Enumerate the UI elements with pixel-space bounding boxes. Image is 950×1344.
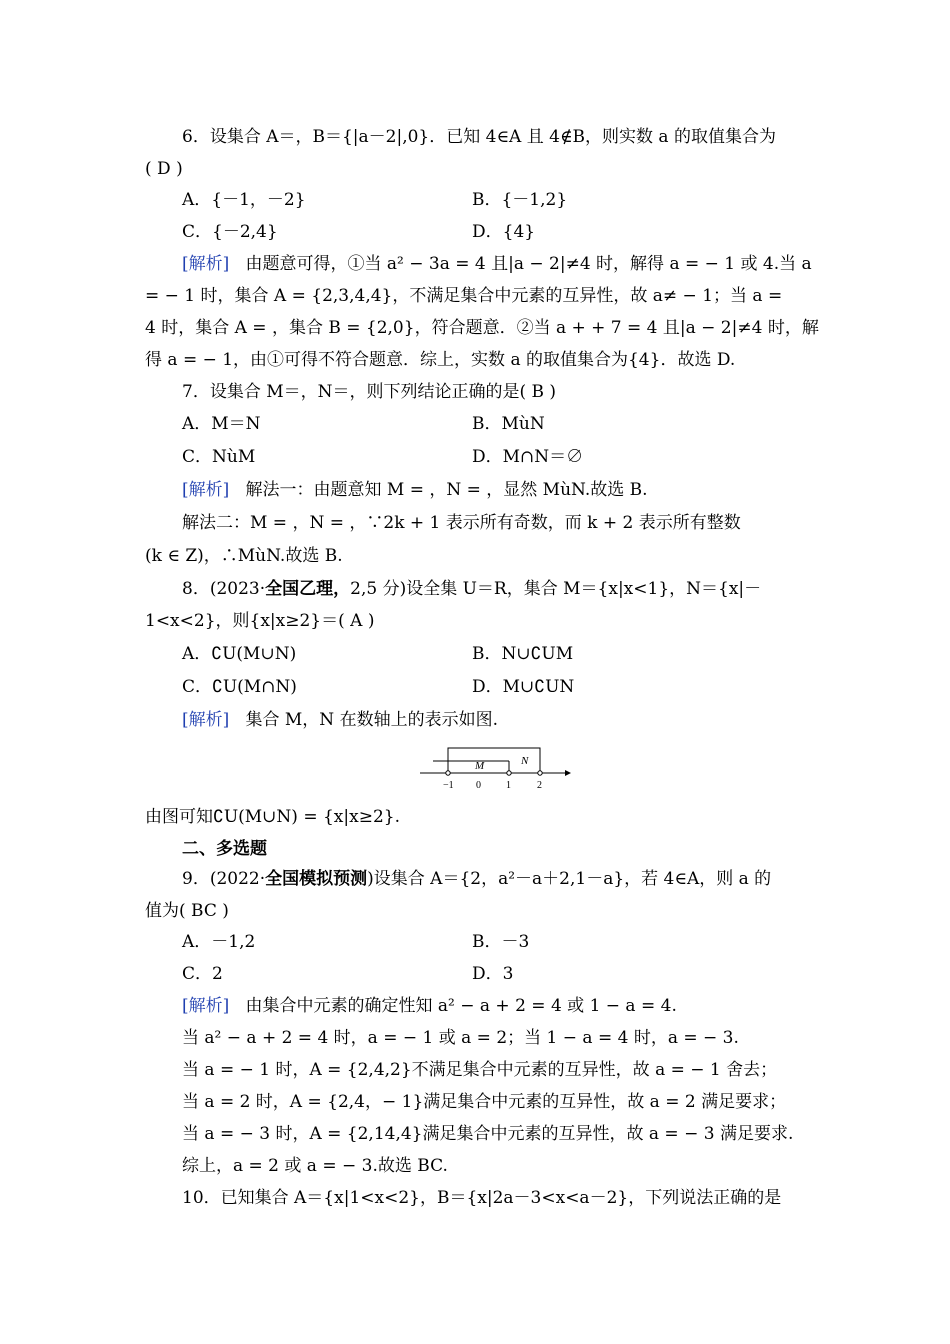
axis-arrow-icon	[565, 770, 571, 776]
section-heading: 二、多选题	[182, 839, 267, 859]
q8-source-pre: 8．(2023·	[182, 579, 266, 599]
q6-option-b: B．{－1,2}	[472, 190, 568, 210]
analysis-text: 解法一：由题意知 M = ，N = ，显然 MùN.故选 B.	[245, 480, 648, 500]
q6-option-a: A．{－1，－2}	[182, 190, 306, 210]
q8-stem-text: 2,5 分)设全集 U＝R，集合 M＝{x|x<1}，N＝{x|－	[350, 579, 762, 599]
q9-analysis-line2: 当 a² − a + 2 = 4 时，a = − 1 或 a = 2；当 1 − a = 4 时，a = − 3.	[182, 1028, 739, 1048]
q9-stem-line1	[182, 868, 805, 890]
q8-option-c: C．∁U(M∩N)	[182, 677, 297, 697]
open-point-2	[538, 771, 542, 775]
q6-option-d: D．{4}	[472, 222, 536, 242]
q9-source-pre: 9．(2022·	[182, 869, 266, 889]
q7-option-b: B．MùN	[472, 414, 545, 434]
q9-stem-text: )设集合 A＝{2，a²－a＋2,1－a}，若 4∈A，则 a 的	[367, 869, 772, 889]
q6-answer: ( D )	[145, 159, 183, 179]
q8-stem-line2: 1<x<2}，则{x|x≥2}＝( A )	[145, 611, 375, 631]
q6-analysis-line1	[182, 253, 812, 275]
analysis-tag: [解析]	[182, 710, 230, 730]
q9-option-b: B．－3	[472, 932, 530, 952]
q9-analysis-line3: 当 a = − 1 时，A = {2,4,2}不满足集合中元素的互异性，故 a = − 1 舍去；	[182, 1060, 778, 1080]
tick-label: 2	[537, 780, 542, 791]
analysis-text: 由集合中元素的确定性知 a² − a + 2 = 4 或 1 − a = 4.	[245, 996, 677, 1016]
q7-option-c: C．NùM	[182, 447, 256, 467]
q9-option-c: C．2	[182, 964, 223, 984]
q8-option-d: D．M∪∁UN	[472, 677, 575, 697]
open-point-minus1	[446, 771, 450, 775]
tick-label: 1	[506, 780, 511, 791]
q7-option-d: D．M∩N＝∅	[472, 447, 584, 467]
q9-source-bold: 全国模拟预测	[265, 869, 368, 889]
q8-source-bold: 全国乙理，	[265, 579, 351, 599]
q6-analysis-line3: 4 时，集合 A = ，集合 B = {2,0}，符合题意．②当 a + + 7 = 4 且|a − 2|≠4 时，解	[145, 318, 819, 338]
q8-option-a: A．∁U(M∪N)	[182, 644, 297, 664]
q7-analysis-line2: 解法二：M = ，N = ，∵2k + 1 表示所有奇数，而 k + 2 表示所有整数	[182, 513, 741, 533]
q8-option-b: B．N∪∁UM	[472, 644, 574, 664]
number-line-figure	[415, 744, 575, 794]
label-m: M	[475, 760, 485, 772]
label-n: N	[521, 755, 529, 767]
analysis-tag: [解析]	[182, 996, 230, 1016]
analysis-tag: [解析]	[182, 254, 230, 274]
q7-analysis-line3: (k ∈ Z)，∴MùN.故选 B.	[145, 546, 343, 566]
q6-option-c: C．{－2,4}	[182, 222, 278, 242]
q9-analysis-line5: 当 a = − 3 时，A = {2,14,4}满足集合中元素的互异性，故 a = − 3 满足要求.	[182, 1124, 794, 1144]
q8-analysis-line2: 由图可知∁U(M∪N) = {x|x≥2}.	[145, 807, 400, 827]
q9-stem-line2: 值为( BC )	[145, 901, 229, 921]
q6-analysis-line2: = − 1 时，集合 A = {2,3,4,4}，不满足集合中元素的互异性，故 a≠ − 1；当 a =	[145, 286, 783, 306]
analysis-text: 由题意可得，①当 a² − 3a = 4 且|a − 2|≠4 时，解得 a = − 1 或 4.当 a	[245, 254, 812, 274]
q9-option-d: D．3	[472, 964, 514, 984]
open-point-1	[507, 771, 511, 775]
q8-stem-line1	[182, 578, 805, 600]
q7-stem: 7．设集合 M＝，N＝，则下列结论正确的是( B )	[182, 382, 557, 402]
q6-analysis-line4: 得 a = − 1，由①可得不符合题意．综上，实数 a 的取值集合为{4}．故选 D.	[145, 350, 736, 370]
q7-analysis-line1	[182, 479, 805, 501]
q9-option-a: A．－1,2	[182, 932, 256, 952]
q10-stem: 10．已知集合 A＝{x|1<x<2}，B＝{x|2a－3<x<a－2}，下列说法正确的是	[182, 1188, 782, 1208]
q9-analysis-line6: 综上，a = 2 或 a = − 3.故选 BC.	[182, 1156, 448, 1176]
tick-label: 0	[476, 780, 481, 791]
q8-analysis-line1	[182, 709, 805, 731]
analysis-tag: [解析]	[182, 480, 230, 500]
q6-stem-line1: 6．设集合 A＝，B＝{|a－2|,0}．已知 4∈A 且 4∉B，则实数 a 的取值集合为	[182, 127, 776, 147]
tick-label: −1	[443, 780, 454, 791]
q7-option-a: A．M＝N	[182, 414, 261, 434]
analysis-text: 集合 M，N 在数轴上的表示如图.	[245, 710, 498, 730]
q9-analysis-line1	[182, 995, 805, 1017]
q9-analysis-line4: 当 a = 2 时，A = {2,4，− 1}满足集合中元素的互异性，故 a = 2 满足要求；	[182, 1092, 787, 1112]
